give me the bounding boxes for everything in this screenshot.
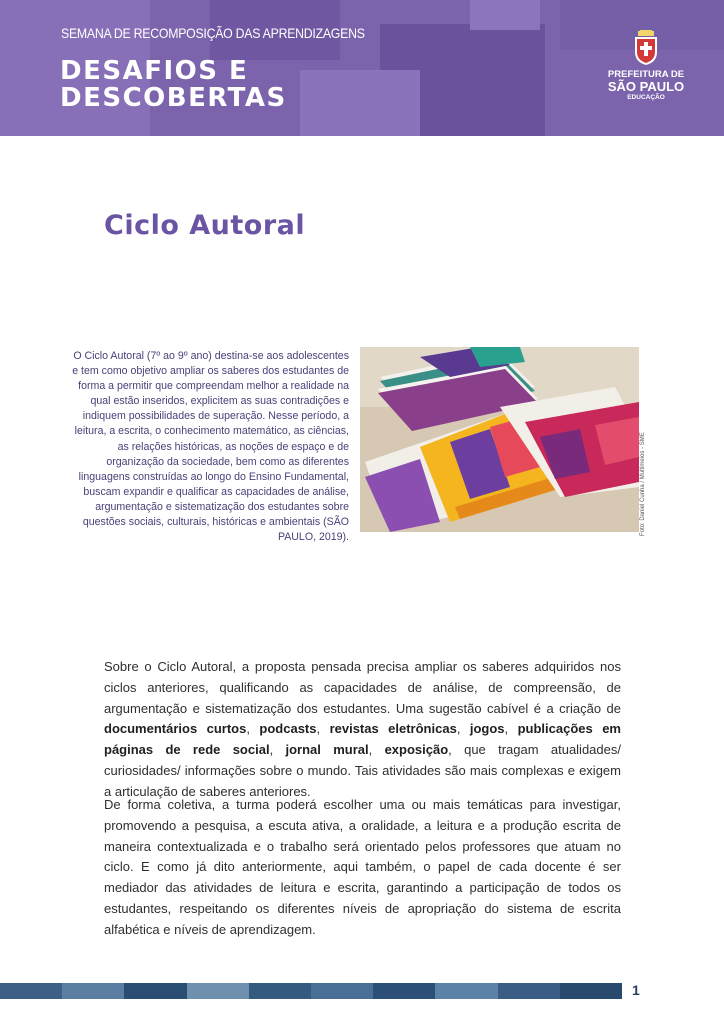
bold-term: publicações em páginas de rede social bbox=[104, 721, 621, 758]
text-run: , bbox=[368, 742, 385, 758]
logo-line2: SÃO PAULO bbox=[607, 79, 685, 94]
header-title bbox=[60, 58, 287, 112]
page-number: 1 bbox=[632, 982, 640, 998]
footer-bar-segment bbox=[373, 983, 435, 999]
footer-bar-segment bbox=[0, 983, 62, 999]
photo-credit: Foto: Daniel Cunha / Multimeios - SME bbox=[640, 432, 646, 536]
text-run: , bbox=[269, 742, 286, 758]
curriculum-books-photo bbox=[360, 347, 639, 532]
text-run: , bbox=[316, 721, 330, 737]
footer-bar-segment bbox=[311, 983, 373, 999]
footer-color-bar bbox=[0, 983, 622, 999]
footer-bar-segment bbox=[435, 983, 497, 999]
footer-bar-segment bbox=[560, 983, 622, 999]
bold-term: exposição bbox=[384, 742, 449, 758]
intro-paragraph: O Ciclo Autoral (7º ao 9º ano) destina-se aos adolescentes e tem como objetivo ampliar os saberes dos estudantes de forma a permitir que compreendam melhor a realidade na qual estão inseridos, explicitem as suas contradições e indiquem possibilidades de superação. Nesse período, a leitura, a escrita, o conhecimento matemático, as ciências, as relações históricas, as noções de espaço e de organização da sociedade, bem como as diferentes linguagens construídas ao longo do Ensino Fundamental, buscam expandir e qualificar as capacidades de análise, argumentação e sistematização dos estudantes sobre questões sociais, culturais, históricas e ambientais (SÃO PAULO, 2019). bbox=[72, 350, 349, 544]
section-title: Ciclo Autoral bbox=[104, 210, 306, 241]
footer-bar-segment bbox=[249, 983, 311, 999]
footer-bar-segment bbox=[62, 983, 124, 999]
logo-line1: PREFEITURA DE bbox=[607, 69, 685, 80]
text-run: , bbox=[504, 721, 518, 737]
header-supertitle: SEMANA DE RECOMPOSIÇÃO DAS APRENDIZAGENS bbox=[61, 25, 365, 41]
city-crest-icon bbox=[633, 30, 659, 66]
bold-term: jornal mural bbox=[285, 742, 369, 758]
bold-term: jogos bbox=[469, 721, 505, 737]
bold-term: documentários curtos bbox=[104, 721, 247, 737]
books-illustration bbox=[360, 347, 639, 532]
body-paragraph-1 bbox=[104, 657, 621, 803]
header-decor-block bbox=[470, 0, 540, 30]
footer-bar-segment bbox=[187, 983, 249, 999]
header-decor-block bbox=[300, 70, 420, 136]
header-title-line: DESCOBERTAS bbox=[60, 83, 287, 113]
body-paragraph-2: De forma coletiva, a turma poderá escolher uma ou mais temáticas para investigar, promovendo a pesquisa, a escuta ativa, a oralidade, a leitura e a produção escrita de maneira contextualizada e o trabalho será orientado pelos professores que atuam no ciclo. E como já dito anteriormente, aqui também, o papel de cada docente é ser mediador das atividades de leitura e escrita, garantindo a participação de todos os estudantes, respeitando os diferentes níveis de apropriação do sistema de escrita alfabética e níveis de aprendizagem. bbox=[104, 797, 621, 937]
header-title-line: DESAFIOS E bbox=[60, 56, 249, 86]
text-run: Sobre o Ciclo Autoral, a proposta pensada precisa ampliar os saberes adquiridos nos ciclos anteriores, qualificando as capacidades de análise, de compreensão, de argumentação e sistematização dos estudantes. Uma sugestão cabível é a criação de bbox=[104, 659, 621, 716]
footer-bar-segment bbox=[498, 983, 560, 999]
bold-term: revistas eletrônicas bbox=[329, 721, 457, 737]
page-header bbox=[0, 0, 724, 136]
text-run: , bbox=[456, 721, 470, 737]
text-run: , bbox=[246, 721, 260, 737]
footer-bar-segment bbox=[124, 983, 186, 999]
text-run: , que tragam atualidades/ curiosidades/ informações sobre o mundo. Tais atividades são mais complexas e exigem a articulação de saberes anteriores. bbox=[104, 742, 621, 799]
bold-term: podcasts bbox=[259, 721, 317, 737]
logo-line3: EDUCAÇÃO bbox=[627, 94, 665, 101]
prefeitura-logo bbox=[604, 30, 688, 102]
